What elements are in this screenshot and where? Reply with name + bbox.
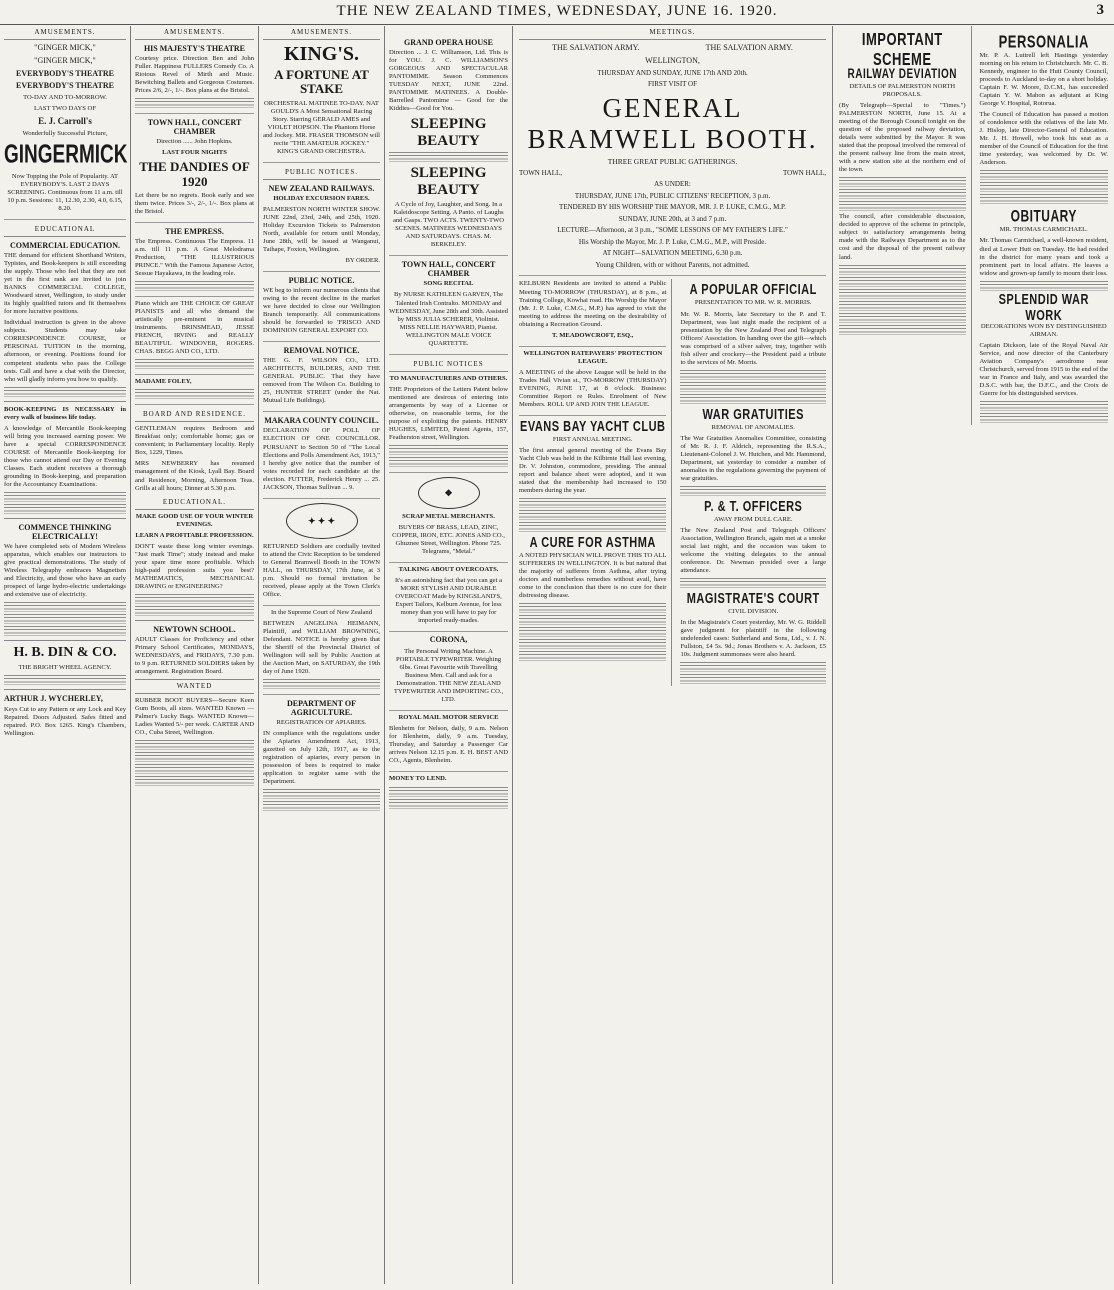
ad-line (519, 169, 826, 178)
article-body: A NOTED PHYSICIAN WILL PROVE THIS TO ALL SUFFERERS IN WELLINGTON. It is but natural that the majority of sufferers from Asthma, after trying doctors and numberless remedies without avail, have come to the conclusion that there is no cure for their distressing disease. (519, 552, 667, 600)
article-headline: PERSONALIA (998, 31, 1089, 52)
fortune-title: A FORTUNE AT STAKE (274, 67, 369, 97)
section-heading: EDUCATIONAL (4, 223, 126, 237)
ad-line: SCRAP METAL MERCHANTS. (402, 512, 495, 520)
ad-body: Now Topping the Pole of Popularity. AT EVERYBODY'S. LAST 2 DAYS SCREENING. Continuous from 11 a.m. till 10 p.m. Sessions: 11, 12.30, 2.30, 4.0, 6.15, 8.20. (7, 172, 123, 213)
ad-heading: ARTHUR J. WYCHERLEY, (4, 693, 103, 703)
ad-body: Individual instruction is given in the above subjects. Students may take CORRESPONDENCE COURSE, or PERSONAL TUITION in the morning, afternoon, or evening. Positions found for competent students who pass the College tests. Call and have a chat with the Director, who will gladly inform you how to qualify. (4, 319, 126, 383)
dandies-ad (135, 118, 254, 223)
ad-line: REGISTRATION OF APIARIES. (276, 719, 367, 727)
ad-heading: THE EMPRESS. (165, 226, 224, 236)
text-filler (519, 627, 666, 637)
patent-emblem-icon: ❖ (418, 477, 480, 509)
text-filler (839, 277, 966, 287)
ad-body: ADULT Classes for Proficiency and other Primary School Certificates, MONDAYS, WEDNESDAYS, and FRIDAYS, 7.30 p.m. to 9 p.m. RETURNED SOLDIERS taken by arrangement. Registration Board. (135, 635, 254, 675)
ad-line: TALKING ABOUT OVERCOATS. (398, 566, 499, 574)
ad-line: BY ORDER. (345, 257, 380, 265)
scrap-metal-ad (389, 513, 508, 563)
ad-line: TENDERED BY HIS WORSHIP THE MAYOR, MR. J. P. LUKE, C.M.G., M.P. (559, 203, 786, 212)
ad-body: Direction ... J. C. Williamson, Ltd. This is for YOU. J. C. WILLIAMSON'S GORGEOUS AND SPECTACULAR PANTOMIME. Season Commences TUESDAY NEXT, JUNE 22nd. PANTOMIME MATINEES. A Double-Barrelled Pantomime — Good for the Kiddies—Good for You. (389, 49, 508, 113)
ad-heading: DEPARTMENT OF AGRICULTURE. (287, 699, 356, 718)
text-filler (263, 801, 380, 811)
column-6 (833, 26, 1114, 1284)
overcoats-ad (389, 566, 508, 632)
kelburn-notice (519, 280, 666, 346)
ad-heading: BOOK-KEEPING IS NECESSARY in every walk of business life today. (4, 405, 126, 421)
ad-line: TO-DAY AND TO-MORROW. (23, 94, 107, 101)
ad-line: LEARN A PROFITABLE PROFESSION. (135, 531, 254, 539)
section-heading: MEETINGS. (519, 26, 826, 40)
ad-heading: MONEY TO LEND. (389, 775, 447, 783)
article-headline: RAILWAY DEVIATION (847, 67, 957, 82)
text-filler (4, 614, 126, 624)
text-filler (135, 740, 254, 750)
corona-ad (389, 635, 508, 711)
masthead-title: THE NEW ZEALAND TIMES, WEDNESDAY, JUNE 16. 1920. (336, 3, 778, 19)
ad-body: The Empress. Continuous The Empress. 11 a.m. till 11 p.m. A Great Melodrama Production, "THE ILLUSTRIOUS PRINCE." With the Famous Japanese Actor, Sessue Hayakawa, in the leading role. (135, 237, 254, 278)
text-filler (389, 152, 508, 162)
text-filler (135, 359, 254, 369)
ad-line: ROYAL MAIL MOTOR SERVICE (398, 714, 499, 722)
divider (4, 401, 126, 402)
ad-body: PALMERSTON NORTH WINTER SHOW. JUNE 22nd, 23rd, 24th, and 25th, 1920. Holiday Excursion Tickets to Palmerston North, available for return until Monday, June 28th, will be issued at Wanganui, Taihape, Foxton, Wellington. (263, 205, 380, 253)
ad-line: In the Supreme Court of New Zealand (270, 608, 373, 616)
ad-body: By NURSE KATHLEEN GARVEN, The Talented Irish Contralto. MONDAY and WEDNESDAY, June 28th and 30th. Assisted by MISS JULIA SCHERER, Violinist. MISS NELLIE HAYWARD, Pianist. WELLINGTON MALE VOICE QUARTETTE. (389, 291, 508, 347)
ad-body: IN compliance with the regulations under the Apiaries Amendment Act, 1913, gazetted on July 12th, 1917, as to the registration of apiaries, every person in possession of bees is required to make application to register same with the Department. (263, 730, 380, 786)
article-body: (By Telegraph—Special to "Times.") PALMERSTON NORTH, June 15. At a meeting of the Borough Council tonight on the question of the proposed railway deviation, details were submitted by the Mayor. It was stated that the proposal involved the removal of the present railway line from the main street, with a new station site at the northern end of the town. (839, 102, 966, 174)
text-filler (135, 389, 254, 399)
ad-body: Keys Cut to any Pattern or any Lock and Key Repaired. Doors Adjusted. Safes fitted and repaired. P.O. Box 1265. King's Chambers, Wellington. (4, 706, 126, 738)
ad-body: THE demand for efficient Shorthand Writers, Typistes, and Book-keepers is still exceeding the supply. Those who feel that they are not yet in the first rank are invited to join BANKS COMMERCIAL COLLEGE, Woodward street, Wellington, to study under its highly qualified tutors and fit themselves for more lucrative positions. (4, 252, 126, 316)
general-booth-title: GENERAL BRAMWELL BOOTH. (527, 92, 818, 154)
ginger-mick-title: GINGERMICK (4, 141, 128, 170)
ad-heading: MADAME FOLEY, (135, 378, 192, 386)
article-subhead: DECORATIONS WON BY DISTINGUISHED AIRMAN. (980, 322, 1107, 338)
text-filler (4, 626, 126, 636)
article-body: The War Gratuities Anomalies Committee, consisting of Mr. R. J. F. Aldrich, representing the R.S.A., Lieutenant-Colonel J. W. Hutchen, and Mr. Hammond, Department, sat yesterday to consider a number of anomalies in the regulations governing the payment of war gratuities. (680, 434, 826, 482)
text-filler (839, 201, 966, 211)
empress-ad (135, 227, 254, 297)
article-body: The New Zealand Post and Telegraph Officers' Association, Wellington Branch, again met at a smoke social last night, and the occasion was taken to welcome the visiting delegates to the annual conference. Dr. Newman presided over a large attendance. (680, 526, 826, 575)
column-4 (385, 26, 512, 1284)
subcolumn-left (519, 279, 672, 686)
article-body: The first annual general meeting of the Evans Bay Yacht Club was held in the Kilbirnie Hall last evening, Dr. V. Johnston, commodore, presiding. The annual report and balance sheet were adopted, and it was stated that the membership had increased to 150 members during the year. (519, 446, 667, 495)
ad-line: Direction ...... John Hopkins. (156, 138, 233, 146)
text-filler (980, 401, 1108, 411)
ad-heading: TOWN HALL, CONCERT CHAMBER (147, 118, 242, 137)
section-heading: EDUCATIONAL. (135, 496, 254, 510)
text-filler (839, 289, 966, 299)
ad-heading: HIS MAJESTY'S THEATRE (143, 44, 246, 53)
text-filler (389, 799, 508, 809)
ad-line: Young Children, with or without Parents, not admitted. (595, 260, 750, 269)
text-filler (4, 387, 126, 397)
text-filler (519, 603, 666, 613)
text-filler (263, 789, 380, 799)
text-filler (680, 662, 826, 672)
subcolumn-left (839, 26, 972, 425)
supreme-court-ad (263, 609, 380, 695)
ad-line: SONG RECITAL (423, 280, 474, 288)
text-filler (680, 578, 826, 588)
ad-body: BETWEEN ANGELINA HEIMANN, Plaintiff, and WILLIAM BROWNING, Defendant. NOTICE is hereby given that the Sheriff of the Provincial District of Wellington will sell by Public Auction at the Auction Mart, on SATURDAY, the 19th day of June 1920. (263, 619, 380, 676)
section-heading: PUBLIC NOTICES. (263, 166, 380, 180)
ad-line: WELLINGTON, (645, 55, 700, 65)
ad-body: BUYERS OF BRASS, LEAD, ZINC, COPPER, IRON, ETC. JONES AND CO., Ghuznee Street, Wellington. Phone 725. Telegrams, "Metal." (392, 523, 505, 556)
ad-body: DECLARATION OF POLL OF ELECTION OF ONE COUNCILLOR. PURSUANT to Section 50 of "The Local Elections and Polls Amendment Act, 1913," I hereby give notice that the number of votes recorded for each candidate at the election. FUTTER, Frederick Henry ... 25. JACKSON, Thomas Sullivan ... 9. (263, 427, 380, 491)
section-heading: BOARD AND RESIDENCE. (135, 408, 254, 422)
ad-line: T. MEADOWCROFT, ESQ., (552, 331, 634, 339)
article-body: The council, after considerable discussion, decided to approve of the scheme in principle, subject to satisfactory arrangements being made with the Railways Department as to the cost and the disposal of the present railway land. (839, 213, 966, 261)
article-subhead: AWAY FROM DULL CARE. (713, 515, 793, 523)
text-filler (839, 177, 966, 187)
column-5 (513, 26, 832, 1284)
ad-line: LAST TWO DAYS OF (34, 105, 96, 113)
text-filler (980, 194, 1108, 204)
ad-body: THE Proprietors of the Letters Patent below mentioned are desirous of entering into arrangements by way of a License or otherwise, on reasonable terms, for the purpose of exploiting the patents. HENRY HUGHES, LIMITED, Patent Agents, 157, Featherston street, Wellington. (389, 385, 508, 441)
ad-line: His Worship the Mayor, Mr. J. P. Luke, C.M.G., M.P., will Preside. (578, 237, 767, 246)
ad-line: CORONA, (429, 635, 468, 645)
ad-line-right: THE SALVATION ARMY. (705, 43, 793, 52)
section-heading: PUBLIC NOTICES (389, 358, 508, 372)
ad-line: EVERYBODY'S THEATRE (16, 81, 114, 91)
his-majesty-ad (135, 44, 254, 114)
ad-body: The Personal Writing Machine. A PORTABLE TYPEWRITER. Weighing 6lbs. Great Favourite with Travelling Business Men. Call and ask for a Demonstration. THE NEW ZEALAND TYPEWRITER AND IMPORTING CO., LTD. (393, 648, 504, 704)
ad-line: "GINGER MICK," (34, 43, 96, 52)
town-hall-right: TOWN HALL, (782, 168, 826, 177)
text-filler (519, 510, 666, 520)
ad-line (519, 43, 826, 53)
text-filler (680, 370, 826, 380)
masthead (0, 0, 1114, 25)
text-filler (135, 752, 254, 762)
text-filler (389, 445, 508, 455)
ad-heading: REMOVAL NOTICE. (283, 346, 360, 356)
ad-line: MAKE GOOD USE OF YOUR WINTER EVENINGS. (135, 512, 254, 528)
text-filler (135, 594, 254, 604)
page-number: 3 (1096, 2, 1104, 18)
article-body: The Council of Education has passed a motion of condolence with the relatives of the late Mr. J. Hislop, late Director-General of Education. Mr. J. H. Howell, who took his seat as a member of the Council of Education for the first time yesterday, was welcomed by Dr. W. Anderson. (979, 111, 1108, 167)
column-1 (0, 26, 130, 1284)
ad-line: Wonderfully Successful Picture, (22, 130, 108, 138)
text-filler (519, 615, 666, 625)
ad-body: A MEETING of the above League will be held in the Trades Hall Vivian st., TO-MORROW (THURSDAY) EVENING, JUNE 17, at 8 o'clock. Business: Committee Report re Rules. Enrolment of New Members. ROLL UP AND JOIN THE LEAGUE. (519, 368, 667, 408)
text-filler (519, 639, 666, 649)
text-filler (839, 325, 966, 335)
article-subhead: DETAILS OF PALMERSTON NORTH PROPOSALS. (849, 83, 956, 99)
article-subhead: PRESENTATION TO MR. W. R. MORRIS. (694, 299, 812, 307)
text-filler (135, 606, 254, 616)
returned-soldiers-ad (263, 543, 380, 606)
sleeping-beauty-title: SLEEPING BEAUTY (410, 116, 487, 149)
ad-heading: NEWTOWN SCHOOL. (153, 624, 236, 634)
article-subhead: MR. THOMAS CARMICHAEL. (999, 226, 1088, 234)
text-filler (135, 281, 254, 291)
ad-line: THREE GREAT PUBLIC GATHERINGS. (607, 156, 738, 166)
section-heading: AMUSEMENTS. (135, 26, 254, 40)
article-body: Mr. W. R. Morris, late Secretary to the P. and T. Department, was last night made the recipient of a presentation by the New Zealand Post and Telegraph Officers' Association. In handing over the gift—which was comprised of a silver salver, tray, together with fish silver and crockery—the President paid a tribute to the services of Mr. Morris. (680, 310, 826, 366)
ad-line: THURSDAY, JUNE 17th, PUBLIC CITIZENS' RECEPTION, 3 p.m. (574, 191, 771, 200)
dandies-title: THE DANDIES OF 1920 (139, 159, 250, 189)
text-filler (680, 382, 826, 392)
ad-line: SUNDAY, JUNE 20th, at 3 and 7 p.m. (618, 214, 727, 223)
text-filler (680, 486, 826, 496)
song-recital-ad (389, 260, 508, 354)
text-filler (135, 98, 254, 108)
ad-body: THE G. F. WILSON CO., LTD. ARCHITECTS, BUILDERS, AND THE GENERAL PUBLIC. That they have removed from The Wilson Co. Building to 25, HUNTER STREET (under the Nat. Mutual Life Buildings). (263, 357, 380, 405)
kings-title: KING'S. (283, 43, 360, 65)
ad-line: TO MANUFACTURERS AND OTHERS. (389, 374, 508, 382)
ad-heading: COMMENCE THINKING ELECTRICALLY! (18, 522, 112, 541)
ad-body: Let there be no regrets. Book early and see them twice. Prices 3/-, 2/-, 1/-. Box plans at the Bristol. (135, 191, 254, 215)
ad-heading: GRAND OPERA HOUSE (404, 38, 493, 47)
rsa-emblem-icon: ✦ ✦ ✦ (286, 503, 358, 539)
text-filler (519, 522, 666, 532)
ad-body: RETURNED Soldiers are cordially invited to attend the Civic Reception to be tendered to General Bramwell Booth in the TOWN HALL, on THURSDAY, 17th June, at 3 p.m. Should no formal invitation be received, please apply at the Town Clerk's Office. (263, 542, 380, 598)
ad-body: GENTLEMAN requires Bedroom and Breakfast only; comfortable home; gas or convenient; in Parliamentary locality. Reply Box, 1229, Times. (135, 425, 254, 457)
ad-line: FIRST VISIT OF (647, 80, 698, 89)
ad-line: LECTURE—Afternoon, at 3 p.m., "SOME LESSONS OF MY FATHER'S LIFE." (557, 226, 788, 235)
news-subcolumns (839, 26, 1108, 425)
ad-line: LAST FOUR NIGHTS (162, 149, 227, 157)
opera-house-ad (389, 38, 508, 256)
ginger-mick-ad (4, 43, 126, 220)
ad-body: ORCHESTRAL MATINEE TO-DAY. NAT GOULD'S A Most Sensational Racing Story. Starring GERALD AMES and VIOLET HOPSON. The Phantom Horse and Jockey. MR. FRASER THOMSON will recite "THE AMATEUR JOCKEY." KING'S GRAND ORCHESTRA. (263, 99, 380, 155)
article-subhead: FIRST ANNUAL MEETING. (552, 435, 633, 443)
article-headline: IMPORTANT SCHEME (861, 28, 943, 70)
text-filler (680, 674, 826, 684)
kings-ad (263, 43, 380, 163)
subcolumn-right (980, 26, 1108, 425)
ad-body: A knowledge of Mercantile Book-keeping will bring you increased earning power. We have a special CORRESPONDENCE COURSE of Mercantile Book-keeping for those who cannot attend our Day or Evening Classes. Each student receives a thorough grounding in Book-keeping, and preparation for the Accountancy Examinations. (4, 424, 126, 488)
text-filler (4, 675, 126, 685)
text-filler (839, 189, 966, 199)
column-2 (131, 26, 258, 1284)
section-heading: AMUSEMENTS. (263, 26, 380, 40)
ad-heading: COMMERCIAL EDUCATION. (9, 241, 121, 251)
sleeping-beauty-title: SLEEPING BEAUTY (410, 165, 487, 198)
ad-line: THE BRIGHT WHEEL AGENCY. (18, 663, 112, 671)
column-3 (259, 26, 384, 1284)
piano-ad (135, 300, 254, 375)
ad-heading: NEW ZEALAND RAILWAYS. (268, 183, 375, 193)
text-filler (519, 651, 666, 661)
ad-line: AS UNDER: (654, 180, 691, 189)
article-headline: A CURE FOR ASTHMA (529, 535, 656, 552)
public-notice-ad (263, 276, 380, 342)
ad-body: MRS NEWBERRY has resumed management of the Kiosk, Lyall Bay. Board and Residence, Morning, Afternoon Teas. Grills at all hours; Dinner at 5.30 p.m. (135, 460, 254, 492)
ad-line: AT NIGHT—SALVATION MEETING, 6.30 p.m. (602, 249, 743, 258)
removal-ad (263, 346, 380, 412)
divider (4, 640, 126, 641)
ad-line: EVERYBODY'S THEATRE (16, 68, 114, 78)
text-filler (4, 602, 126, 612)
article-body: Mr. Thomas Carmichael, a well-known resident, died at Lower Hutt on Tuesday. He had resided in the district for many years and took a prominent part in local affairs. He leaves a widow and grown-up family to mourn their loss. (979, 237, 1108, 277)
text-filler (980, 413, 1108, 423)
article-body: Captain Dickson, late of the Royal Naval Air Service, and now director of the Canterbury Aviation Company's aerodrome near Christchurch, served from 1915 to the end of the war in France and Italy, and was awarded the D.S.C. with bar, the D.F.C., and the Croix de Guerre for his distinguished services. (979, 341, 1108, 397)
ad-line: HOLIDAY EXCURSION FARES. (273, 194, 370, 202)
salvation-army-ad (519, 43, 826, 276)
text-filler (980, 182, 1108, 192)
ad-line: THURSDAY AND SUNDAY, JUNE 17th AND 20th. (597, 68, 748, 77)
ad-body: A Cycle of Joy, Laughter, and Song. In a Kaleidoscope Setting. A Panto. of Laughs and Gasps. TWO ACTS. TWENTY-TWO SCENES. MATINEES WEDNESDAYS AND SATURDAYS. CHAS. M. BERKELEY. (392, 201, 505, 249)
text-filler (263, 679, 380, 689)
ad-body: We have completed sets of Modern Wireless apparatus, which enables our instructors to give practical demonstrations. The study of Wireless Telegraphy embraces Magnetism and Electricity, and those who have an early prospect of large hydro-electric undertakings and extensive use of electricity. (4, 542, 126, 599)
royal-mail-ad (389, 714, 508, 772)
article-body: Mr. P. A. Luttrell left Hastings yesterday morning on his return to Christchurch. Mr. C. B. Kennedy, engineer to the Hutt County Council, proceeds to Auckland to-day on a short holiday. Captain F. W. Moore, D.C.M., has succeeded Captain Y. W. Mahon as adjutant at King George V. Hospital, Rotorua. (979, 52, 1108, 108)
article-headline: WAR GRATUITIES (702, 406, 804, 423)
railways-ad (263, 184, 380, 272)
ad-heading: TOWN HALL, CONCERT CHAMBER (401, 260, 496, 279)
text-filler (839, 265, 966, 275)
ad-heading: PUBLIC NOTICE. (288, 276, 355, 286)
ad-body: KELBURN Residents are invited to attend a Public Meeting TO-MORROW (THURSDAY), at 8 p.m., at Training College, Kowhai road. His Worship the Mayor (Mr. J. P. Luke, C.M.G., M.P.) has agreed to visit the meeting to address the meeting on the desirability of obtaining a Recreation Ground. (519, 280, 667, 328)
ratepayers-notice (519, 350, 666, 416)
article-subhead: CIVIL DIVISION. (728, 608, 779, 616)
subcolumn-right (680, 279, 826, 686)
article-subhead: REMOVAL OF ANOMALIES. (711, 423, 795, 431)
article-headline: MAGISTRATE'S COURT (686, 591, 820, 608)
ad-body: Blenheim for Nelson, daily, 9 a.m. Nelson for Blenheim, daily, 9 a.m. Tuesday, Thursday, and Saturday a Passenger Car arrives Nelson 12.15 p.m. E. H. BEST AND CO., Agents, Blenheim. (389, 725, 508, 765)
section-heading: WANTED (135, 679, 254, 694)
text-filler (980, 170, 1108, 180)
text-filler (839, 301, 966, 311)
article-headline: P. & T. OFFICERS (704, 498, 803, 516)
article-body: In the Magistrate's Court yesterday, Mr. W. G. Riddell gave judgment for plaintiff in the following undefended cases: Sutherland and Sons, Ltd., v. J. N. Fullston, £4 5s. 9d.; Jonas Brothers v. A. Jackson, £5 10s. Judgment summonses were also heard. (680, 619, 826, 659)
divider (4, 518, 126, 519)
ad-body: WE beg to inform our numerous clients that owing to the recent decline in the market we have decided to close our Wellington Branch temporarily. All communications should be forwarded to 'FRISCO AND DOMINION GENERAL EXPORT CO. (263, 287, 380, 335)
article-headline: SPLENDID WAR WORK (998, 291, 1089, 324)
section-heading: AMUSEMENTS. (4, 26, 126, 40)
divider (135, 620, 254, 621)
madame-foley-ad (135, 378, 254, 405)
hb-din-title: H. B. DIN & CO. (13, 645, 117, 661)
ad-body: Courtesy price. Direction Ben and John Fuller. Happiness FULLERS Comedy Co. A Riotous Revel of Mirth and Music. Bewitching Ballets and Gorgeous Costumes. Prices 2/6, 2/-, 1/-. Box plans at the Bristol. (135, 55, 254, 95)
text-filler (680, 394, 826, 404)
makara-ad (263, 416, 380, 498)
town-hall-left: TOWN HALL, (519, 168, 563, 177)
ad-line: "GINGER MICK," (34, 55, 96, 65)
article-headline: EVANS BAY YACHT CLUB (519, 418, 666, 436)
ad-line: WELLINGTON RATEPAYERS' PROTECTION LEAGUE. (523, 349, 663, 365)
ad-body: It's an astonishing fact that you can get a MORE STYLISH AND DURABLE OVERCOAT Made by KINGSLAND'S, Expert Tailors, Kelburn Avenue, for less money than you will have to pay for imported ready-mades. (394, 577, 503, 625)
text-filler (389, 787, 508, 797)
ad-line-left: THE SALVATION ARMY. (552, 43, 640, 52)
text-filler (135, 764, 254, 774)
meetings-subcolumns (519, 279, 826, 686)
ad-body: RUBBER BOOT BUYERS—Secure Keen Gum Boots, all sizes. WANTED Known — Palmer's Lucky Bags. WANTED Known—Ladies Wanted 5/- per week. CARTER AND CO., Cuba Street, Wellington. (135, 697, 254, 737)
article-headline: A POPULAR OFFICIAL (689, 282, 817, 299)
text-filler (135, 776, 254, 786)
text-filler (519, 498, 666, 508)
divider (4, 689, 126, 690)
text-filler (980, 281, 1108, 291)
text-filler (4, 492, 126, 502)
text-filler (389, 457, 508, 467)
text-filler (4, 504, 126, 514)
ad-body: Piano which are THE CHOICE OF GREAT PIANISTS and all who demand the artistically pre-eminent in musical instruments. BRINSMEAD, JESSE FRENCH, IRVING and REALLY BEAUTIFUL WINDOVER, ROGERS. CHAS. BEGG AND CO., LTD. (135, 300, 254, 356)
text-filler (839, 313, 966, 323)
ad-body: DON'T waste these long winter evenings. "Just mark Time"; study instead and make your spare time more profitable. Which high-paid profession suits you best? MATHEMATICS, MECHANICAL DRAWING or ENGINEERING? (135, 542, 254, 590)
article-headline: OBITUARY (1010, 206, 1077, 226)
manufacturers-ad (389, 375, 508, 473)
ad-heading: MAKARA COUNTY COUNCIL. (264, 416, 379, 426)
ad-line: E. J. Carroll's (38, 116, 92, 127)
